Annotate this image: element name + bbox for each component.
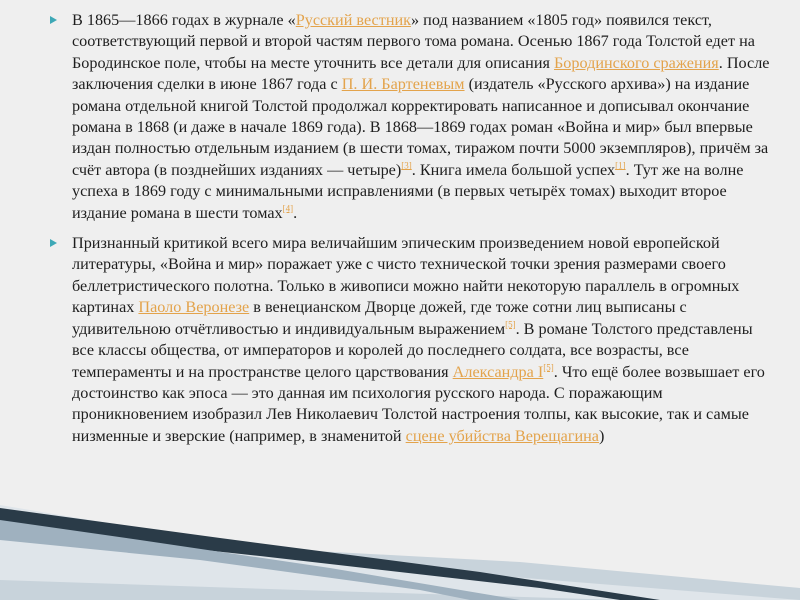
text: . Книга имела большой успех [411, 160, 616, 179]
text: . Что ещё более возвышает его достоинство как эпоса — это данная им психология русского народа. С поражающим проникновением изобразил Лев Николаевич Толстой настроения толпы, как высокие, так и самые низменные и зверские (например, в знаменитой [72, 362, 765, 445]
link-bartenev[interactable]: П. И. Бартеневым [341, 75, 465, 94]
text: В 1865—1866 годах в журнале « [72, 11, 296, 29]
text: в венецианском Дворце дожей, где тоже сотни лиц выписаны с удивительною отчётливостью и индивидуальным выражением [72, 298, 687, 338]
text: . В романе Толстого представлены все классы общества, от императоров и королей до последнего солдата, все возрасты, все темпераменты и на пространстве целого царствования [72, 319, 753, 381]
paragraph-publication-history [50, 10, 778, 224]
text: . Тут же на волне успеха в 1869 году с минимальными исправлениями (в первых четырёх томах) выходит второе издание романа в шести томах [72, 160, 744, 222]
text: . После заключения сделки в июне 1867 года с [72, 53, 770, 94]
link-russkiy-vestnik[interactable]: Русский вестник [295, 11, 412, 29]
footnote-ref-5b[interactable]: [5] [543, 362, 554, 373]
text: (издатель «Русского архива») на издание романа отдельной книгой Толстой продолжал корректировать написанное и дописывал окончание романа в 1868 (и даже в начале 1869 года). В 1868—1869 годах роман «Война и мир» был впервые издан полностью отдельным изданием (в шести томах, тиражом почти 5000 экземпляров), причём за счёт автора (в позднейших изданиях — четыре) [72, 75, 769, 179]
link-paolo-veronese[interactable]: Паоло Веронезе [138, 298, 250, 317]
footnote-ref-5[interactable]: [5] [505, 319, 516, 330]
bullet-arrow-icon [50, 16, 57, 24]
link-vereshchagin-scene[interactable]: сцене убийства Верещагина [405, 426, 599, 445]
text: Признанный критикой всего мира величайшим эпическим произведением новой европейской литературы, «Война и мир» поражает уже с чисто технической точки зрения размерами своего беллетристического полотна. Только в живописи можно найти некоторую параллель в огромных картинах [72, 234, 740, 317]
link-alexander-i[interactable]: Александра I [452, 362, 544, 381]
footnote-ref-4[interactable]: [4] [282, 203, 294, 214]
slide-content [50, 10, 778, 456]
text: » под названием «1805 год» появился текст, соответствующий первой и второй частям первого тома романа. Осенью 1867 года Толстой едет на Бородинское поле, чтобы на месте уточнить все детали для описания [72, 11, 755, 72]
bullet-arrow-icon [50, 239, 57, 247]
link-borodino-battle[interactable]: Бородинского сражения [553, 53, 719, 72]
text: ) [599, 426, 605, 445]
paragraph-critical-reception [50, 233, 778, 447]
text: . [293, 203, 298, 222]
footnote-ref-3[interactable]: [3] [401, 160, 412, 171]
footnote-ref-1[interactable]: [1] [615, 160, 626, 171]
